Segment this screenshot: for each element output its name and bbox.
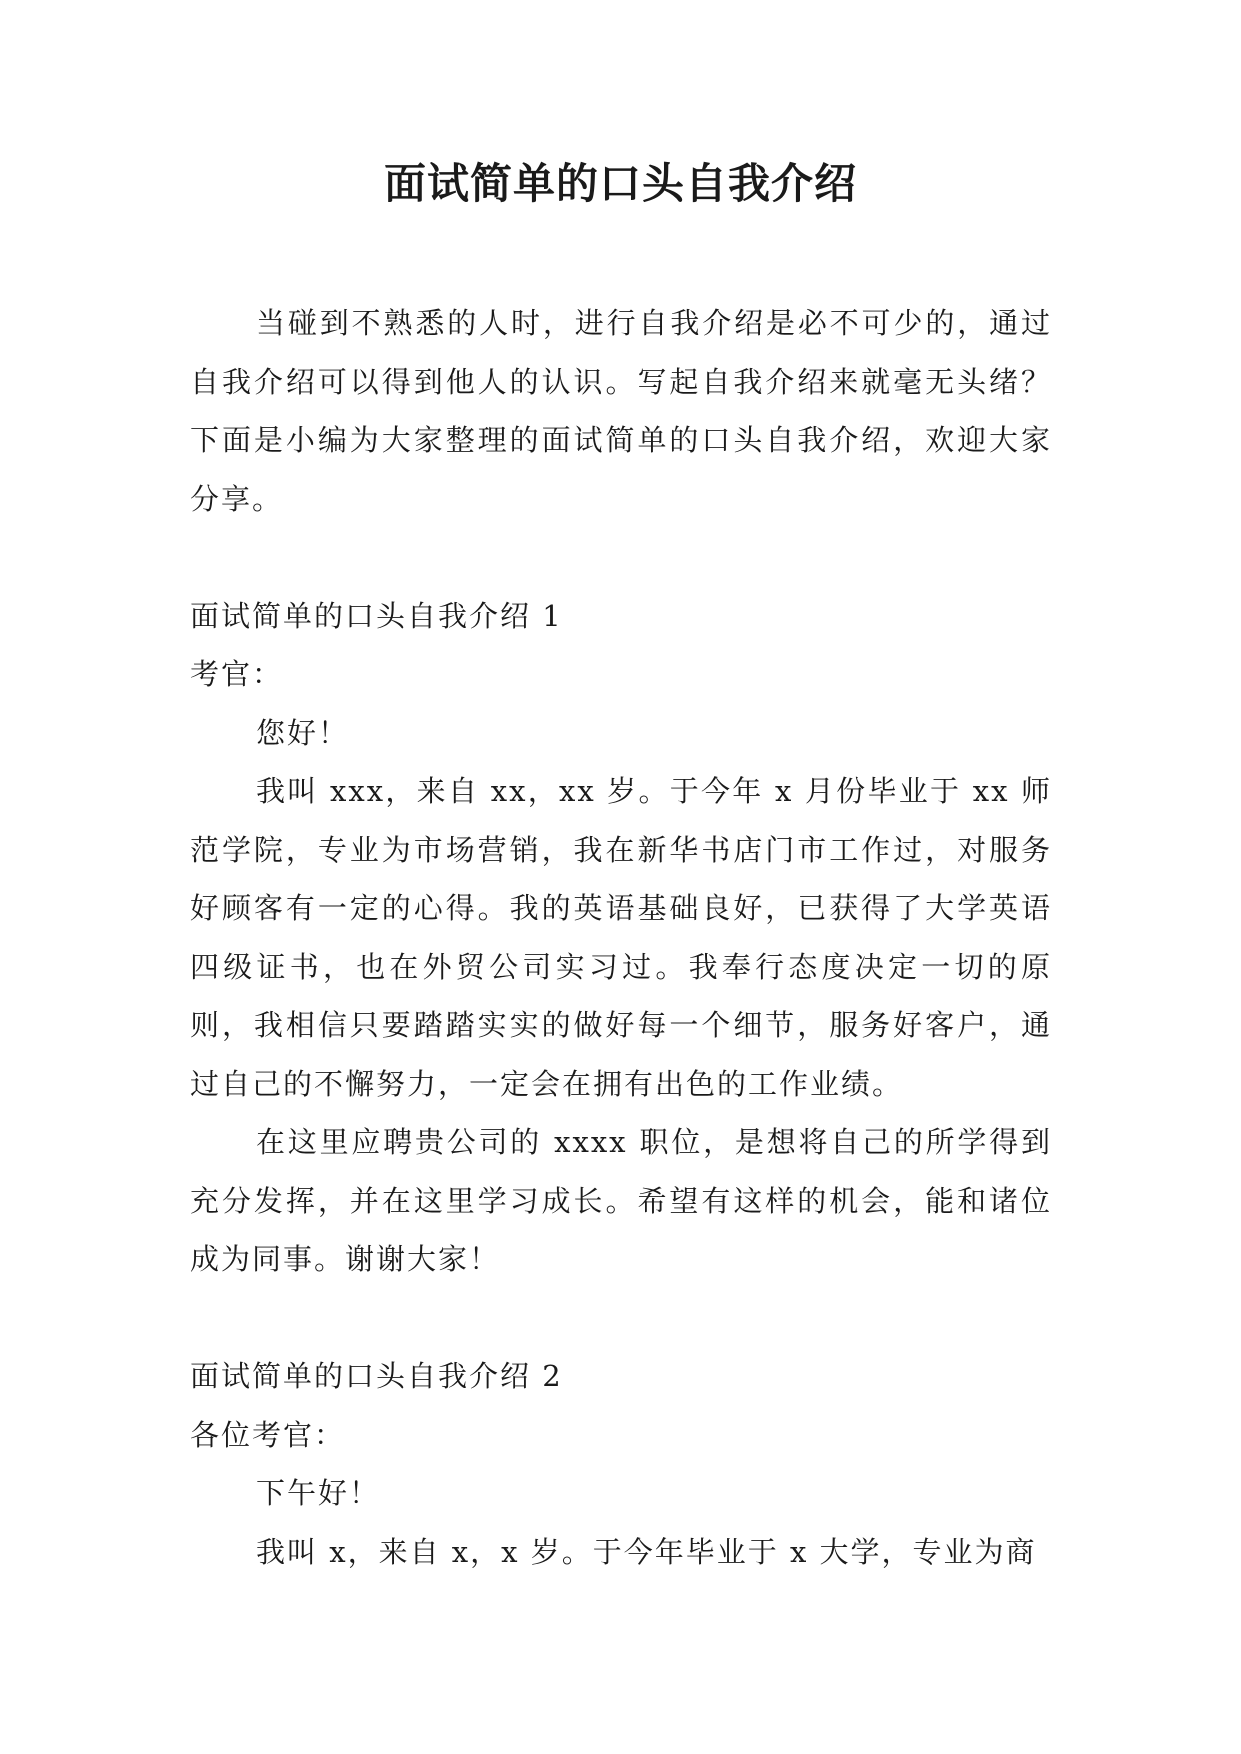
section-1-greeting: 您好！: [256, 715, 350, 750]
section-2-greeting: 下午好！: [256, 1476, 381, 1510]
section-2-salutation: 各位考官：: [190, 1417, 346, 1452]
paragraph-gap: [190, 1289, 1052, 1348]
document-body: [190, 294, 1052, 1581]
section-1-salutation: 考官：: [190, 657, 284, 691]
section-2-heading: 面试简单的口头自我介绍 2: [190, 1359, 563, 1393]
paragraph-gap: [190, 528, 1052, 587]
section-1-heading: 面试简单的口头自我介绍 1: [190, 598, 563, 633]
section-1-paragraph-2: 在这里应聘贵公司的 xxxx 职位，是想将自己的所学得到充分发挥，并在这里学习成长。希望有这样的机会，能和诸位成为同事。谢谢大家！: [190, 1125, 1052, 1276]
section-1-paragraph-1: 我叫 xxx，来自 xx，xx 岁。于今年 x 月份毕业于 xx 师范学院，专业为市场营销，我在新华书店门市工作过，对服务好顾客有一定的心得。我的英语基础良好，已获得了大学英语四级证书，也在外贸公司实习过。我奉行态度决定一切的原则，我相信只要踏踏实实的做好每一个细节，服务好客户，通过自己的不懈努力，一定会在拥有出色的工作业绩。: [190, 774, 1052, 1101]
intro-paragraph: 当碰到不熟悉的人时，进行自我介绍是必不可少的，通过自我介绍可以得到他人的认识。写起自我介绍来就毫无头绪？下面是小编为大家整理的面试简单的口头自我介绍，欢迎大家分享。: [190, 306, 1052, 516]
document-title: 面试简单的口头自我介绍: [383, 159, 857, 208]
section-2-paragraph-1: 我叫 x，来自 x，x 岁。于今年毕业于 x 大学，专业为商: [256, 1534, 1037, 1569]
